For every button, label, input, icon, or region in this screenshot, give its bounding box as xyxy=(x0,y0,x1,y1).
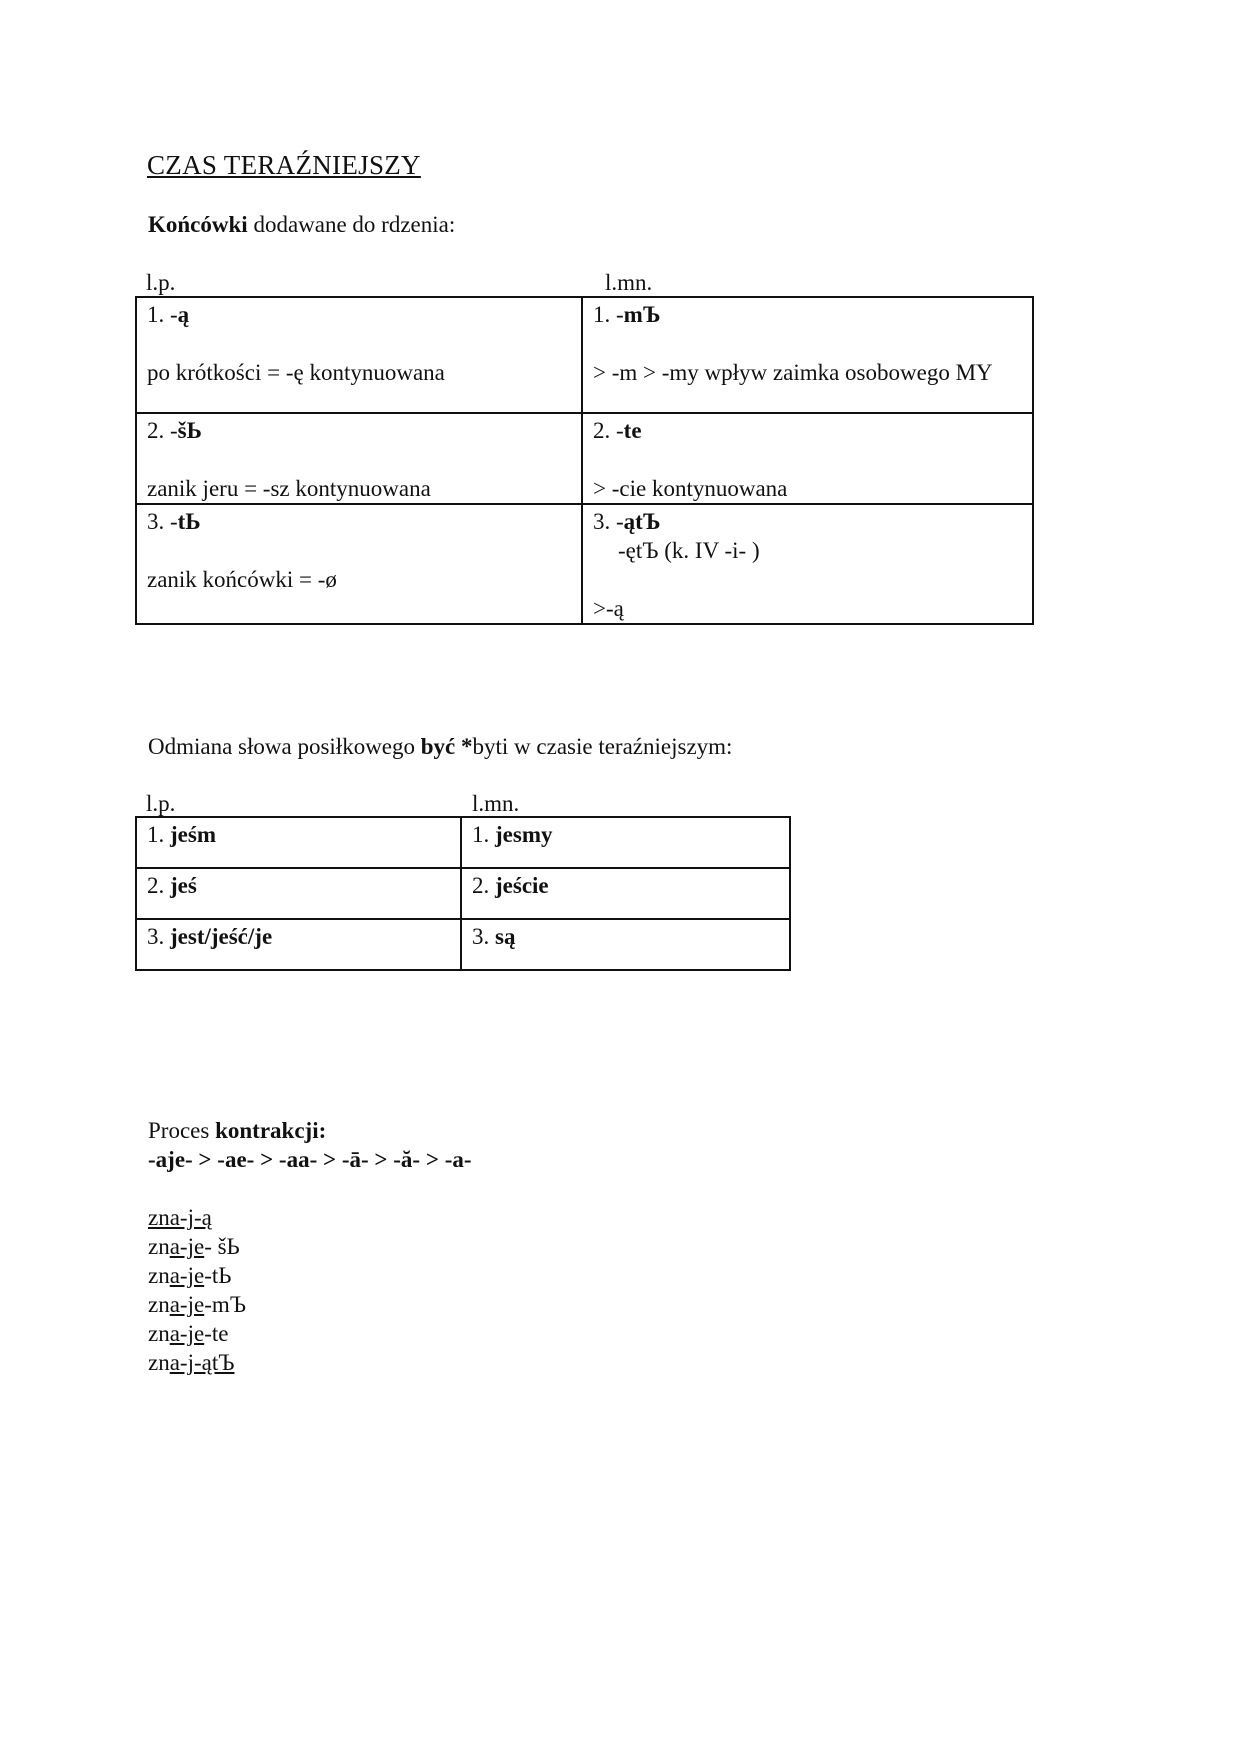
table-cell: 2. -šЬ zanik jeru = -sz kontynuowana xyxy=(136,413,582,504)
ending-bold: ątЪ xyxy=(623,509,661,534)
table-row xyxy=(136,919,790,970)
list-item: zna-je-mЪ xyxy=(148,1292,246,1317)
cell-subline: -ętЪ (k. IV -i- ) xyxy=(618,538,760,563)
page-title: CZAS TERAŹNIEJSZY xyxy=(147,150,421,180)
list-item: zna-je-te xyxy=(148,1321,229,1346)
table-row xyxy=(136,868,790,919)
form-bold: jesmy xyxy=(495,822,553,847)
table-cell: 3. są xyxy=(461,919,790,970)
form-bold: są xyxy=(495,924,516,949)
cell-note: po krótkości = -ę kontynuowana xyxy=(147,360,445,385)
table-row xyxy=(136,504,1033,624)
table1-label-sg: l.p. xyxy=(146,270,176,295)
form-bold: jeście xyxy=(495,873,549,898)
intro-line xyxy=(148,210,455,239)
table2-label-sg: l.p. xyxy=(146,791,176,816)
contraction-formula: -aje- > -ae- > -aa- > -ā- > -ă- > -a- xyxy=(148,1147,472,1172)
table-cell: 1. -mЪ > -m > -my wpływ zaimka osobowego MY xyxy=(582,297,1033,413)
table-cell: 3. -ątЪ -ętЪ (k. IV -i- ) >-ą xyxy=(582,504,1033,624)
ending-bold: ą xyxy=(177,302,190,327)
table2-label-pl: l.mn. xyxy=(472,791,520,816)
contraction-bold: kontrakcji: xyxy=(215,1118,327,1143)
intro-bold: Końcówki xyxy=(148,212,248,237)
cell-note: >-ą xyxy=(593,596,624,621)
byc-table xyxy=(135,816,791,971)
table-cell: 2. jeście xyxy=(461,868,790,919)
list-item: zna-je-tЬ xyxy=(148,1263,232,1288)
table-row xyxy=(136,817,790,868)
table-row xyxy=(136,413,1033,504)
intro-text: dodawane do rdzenia: xyxy=(247,212,456,237)
ending-bold: mЪ xyxy=(623,302,661,327)
ending-bold: šЬ xyxy=(177,418,202,443)
example-list xyxy=(148,1203,246,1377)
ending-bold: te xyxy=(623,418,642,443)
section2-heading: Odmiana słowa posiłkowego być *byti w czasie teraźniejszym: xyxy=(148,734,733,759)
cell-note: zanik jeru = -sz kontynuowana xyxy=(147,476,431,501)
table-cell: 1. jeśm xyxy=(136,817,461,868)
form-bold: jest/jeść/je xyxy=(170,924,273,949)
table-cell: 3. jest/jeść/je xyxy=(136,919,461,970)
table-cell: 1. jesmy xyxy=(461,817,790,868)
bold-word: być xyxy=(420,734,456,759)
cell-note: zanik końcówki = -ø xyxy=(147,567,337,592)
table1-label-pl: l.mn. xyxy=(605,270,653,295)
bold-asterisk: * xyxy=(455,734,473,759)
table-cell: 3. -tЬ zanik końcówki = -ø xyxy=(136,504,582,624)
table-row xyxy=(136,297,1033,413)
cell-note: > -m > -my wpływ zaimka osobowego MY xyxy=(593,360,993,385)
table-cell: 1. -ą po krótkości = -ę kontynuowana xyxy=(136,297,582,413)
contraction-heading: Proces kontrakcji: xyxy=(148,1118,327,1143)
cell-note: > -cie kontynuowana xyxy=(593,476,788,501)
list-item: zna-je- šЬ xyxy=(148,1234,240,1259)
ending-bold: tЬ xyxy=(177,509,201,534)
table-cell: 2. jeś xyxy=(136,868,461,919)
endings-table xyxy=(135,296,1034,625)
table-cell: 2. -te > -cie kontynuowana xyxy=(582,413,1033,504)
form-bold: jeś xyxy=(170,873,197,898)
list-item: zna-j-ątЪ xyxy=(148,1350,235,1375)
form-bold: jeśm xyxy=(170,822,216,847)
list-item: zna-j-ą xyxy=(148,1205,212,1230)
